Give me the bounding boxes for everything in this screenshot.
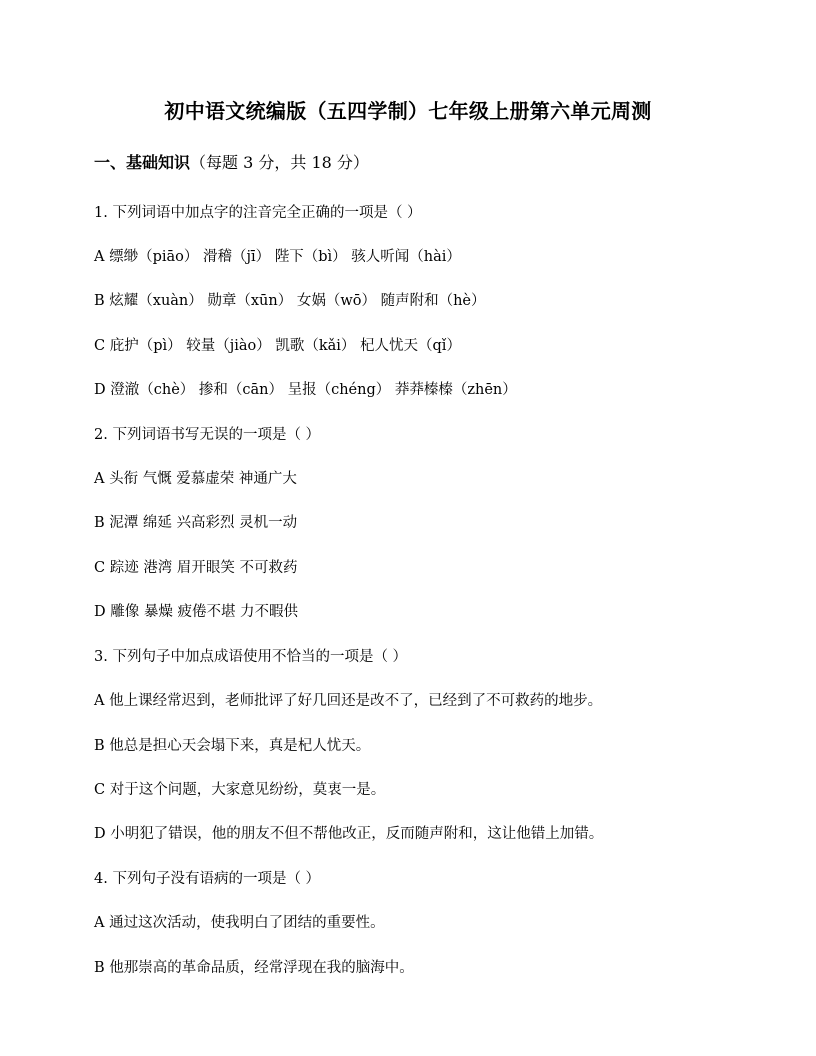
option-a: A 头衔 气慨 爱慕虚荣 神通广大 bbox=[94, 471, 297, 487]
question-stem: 2. 下列词语书写无误的一项是（ ） bbox=[94, 427, 321, 443]
option-c: C 庇护（pì） 较量（jiào） 凯歌（kǎi） 杞人忧天（qǐ） bbox=[94, 338, 461, 354]
section-heading-note: （每题 3 分，共 18 分） bbox=[190, 153, 369, 172]
option-d: D 雕像 暴燥 疲倦不堪 力不暇供 bbox=[94, 604, 299, 620]
question-stem: 1. 下列词语中加点字的注音完全正确的一项是（ ） bbox=[94, 205, 422, 221]
option-b: B 他那崇高的革命品质，经常浮现在我的脑海中。 bbox=[94, 960, 414, 976]
section-heading bbox=[94, 150, 369, 173]
option-d: D 小明犯了错误，他的朋友不但不帮他改正，反而随声附和，这让他错上加错。 bbox=[94, 826, 604, 842]
question-stem: 3. 下列句子中加点成语使用不恰当的一项是（ ） bbox=[94, 649, 408, 665]
option-c: C 踪迹 港湾 眉开眼笑 不可救药 bbox=[94, 560, 298, 576]
question-stem: 4. 下列句子没有语病的一项是（ ） bbox=[94, 871, 321, 887]
option-a: A 他上课经常迟到，老师批评了好几回还是改不了，已经到了不可救药的地步。 bbox=[94, 693, 603, 709]
page-title: 初中语文统编版（五四学制）七年级上册第六单元周测 bbox=[164, 99, 652, 123]
option-b: B 他总是担心天会塌下来，真是杞人忧天。 bbox=[94, 738, 371, 754]
option-b: B 泥潭 绵延 兴高彩烈 灵机一动 bbox=[94, 515, 298, 531]
section-heading-label: 一、基础知识 bbox=[94, 153, 191, 172]
option-d: D 澄澈（chè） 掺和（cān） 呈报（chéng） 莽莽榛榛（zhēn） bbox=[94, 382, 517, 398]
option-b: B 炫耀（xuàn） 勋章（xūn） 女娲（wō） 随声附和（hè） bbox=[94, 293, 486, 309]
option-a: A 缥缈（piāo） 滑稽（jī） 陛下（bì） 骇人听闻（hài） bbox=[94, 249, 461, 265]
option-a: A 通过这次活动，使我明白了团结的重要性。 bbox=[94, 915, 385, 931]
option-c: C 对于这个问题，大家意见纷纷，莫衷一是。 bbox=[94, 782, 386, 798]
